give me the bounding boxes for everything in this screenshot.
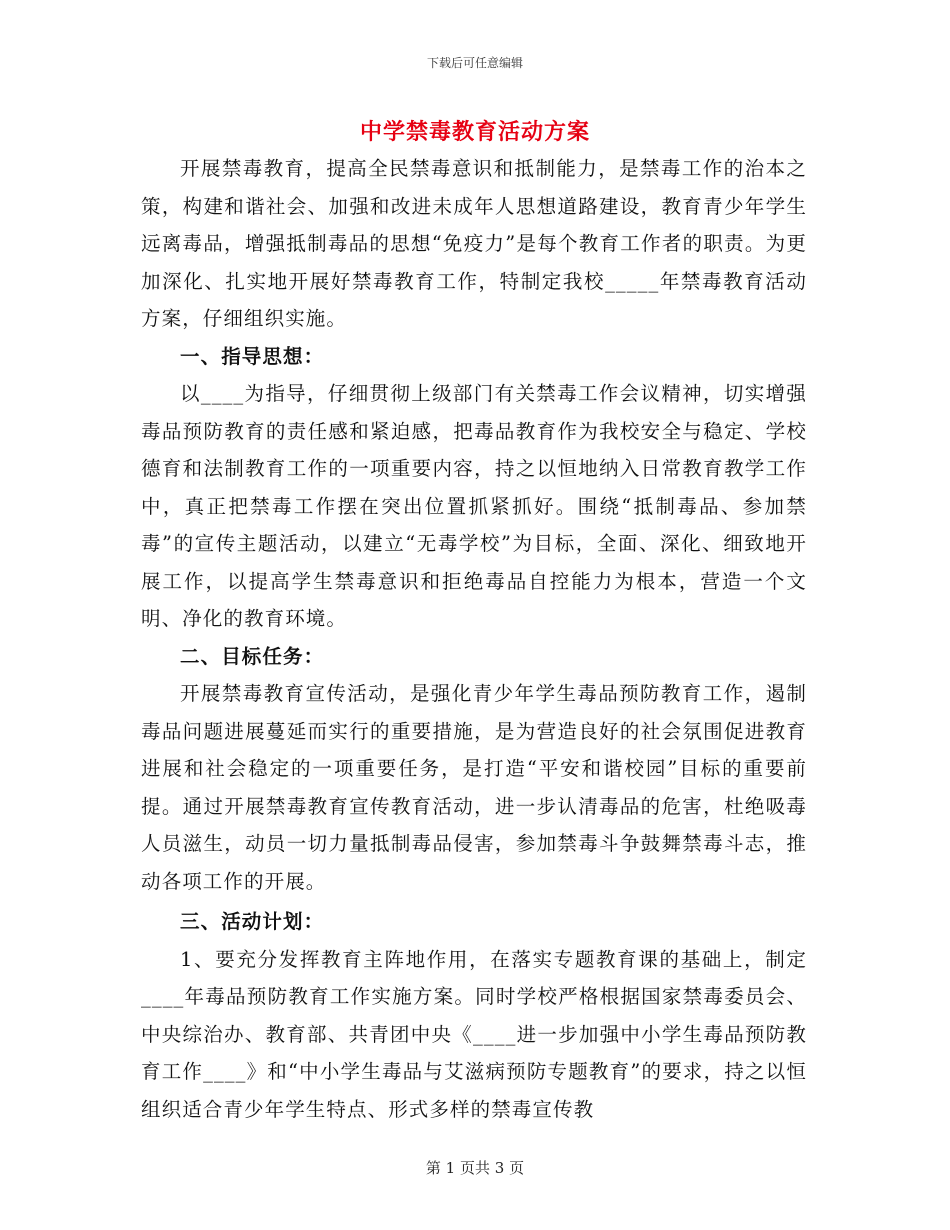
page-number: 第 1 页共 3 页: [425, 1159, 525, 1177]
section-heading-guiding-ideology: 一、指导思想：: [180, 344, 325, 368]
section-heading-activity-plan: 三、活动计划：: [180, 910, 325, 933]
document-title: 中学禁毒教育活动方案: [359, 119, 590, 145]
section-heading-target-tasks: 二、目标任务：: [180, 644, 325, 668]
section-body-guiding-ideology: 以____为指导，仔细贯彻上级部门有关禁毒工作会议精神，切实增强毒品预防教育的责任感和紧迫感，把毒品教育作为我校安全与稳定、学校德育和法制教育工作的一项重要内容，持之以恒地纳入日常教育教学工作中，真正把禁毒工作摆在突出位置抓紧抓好。围绕“抵制毒品、参加禁毒”的宣传主题活动，以建立“无毒学校”为目标，全面、深化、细致地开展工作，以提高学生禁毒意识和拒绝毒品自控能力为根本，营造一个文明、净化的教育环境。: [141, 382, 807, 630]
header-note: 下载后可任意编辑: [426, 56, 523, 70]
intro-paragraph: 开展禁毒教育，提高全民禁毒意识和抵制能力，是禁毒工作的治本之策，构建和谐社会、加强和改进未成年人思想道路建设，教育青少年学生远离毒品，增强抵制毒品的思想“免疫力”是每个教育工作者的职责。为更加深化、扎实地开展好禁毒教育工作，特制定我校_____年禁毒教育活动方案，仔细组织实施。: [141, 157, 807, 330]
section-body-target-tasks: 开展禁毒教育宣传活动，是强化青少年学生毒品预防教育工作，遏制毒品问题进展蔓延而实行的重要措施，是为营造良好的社会氛围促进教育进展和社会稳定的一项重要任务，是打造“平安和谐校园”目标的重要前提。通过开展禁毒教育宣传教育活动，进一步认清毒品的危害，杜绝吸毒人员滋生，动员一切力量抵制毒品侵害，参加禁毒斗争鼓舞禁毒斗志，推动各项工作的开展。: [141, 682, 807, 893]
document-body: [141, 150, 807, 1128]
activity-plan-item-1: 1、要充分发挥教育主阵地作用，在落实专题教育课的基础上，制定____年毒品预防教育工作实施方案。同时学校严格根据国家禁毒委员会、中央综治办、教育部、共青团中央《____进一步加强中小学生毒品预防教育工作____》和“中小学生毒品与艾滋病预防专题教育”的要求，持之以恒组织适合青少年学生特点、形式多样的禁毒宣传教: [141, 947, 807, 1121]
